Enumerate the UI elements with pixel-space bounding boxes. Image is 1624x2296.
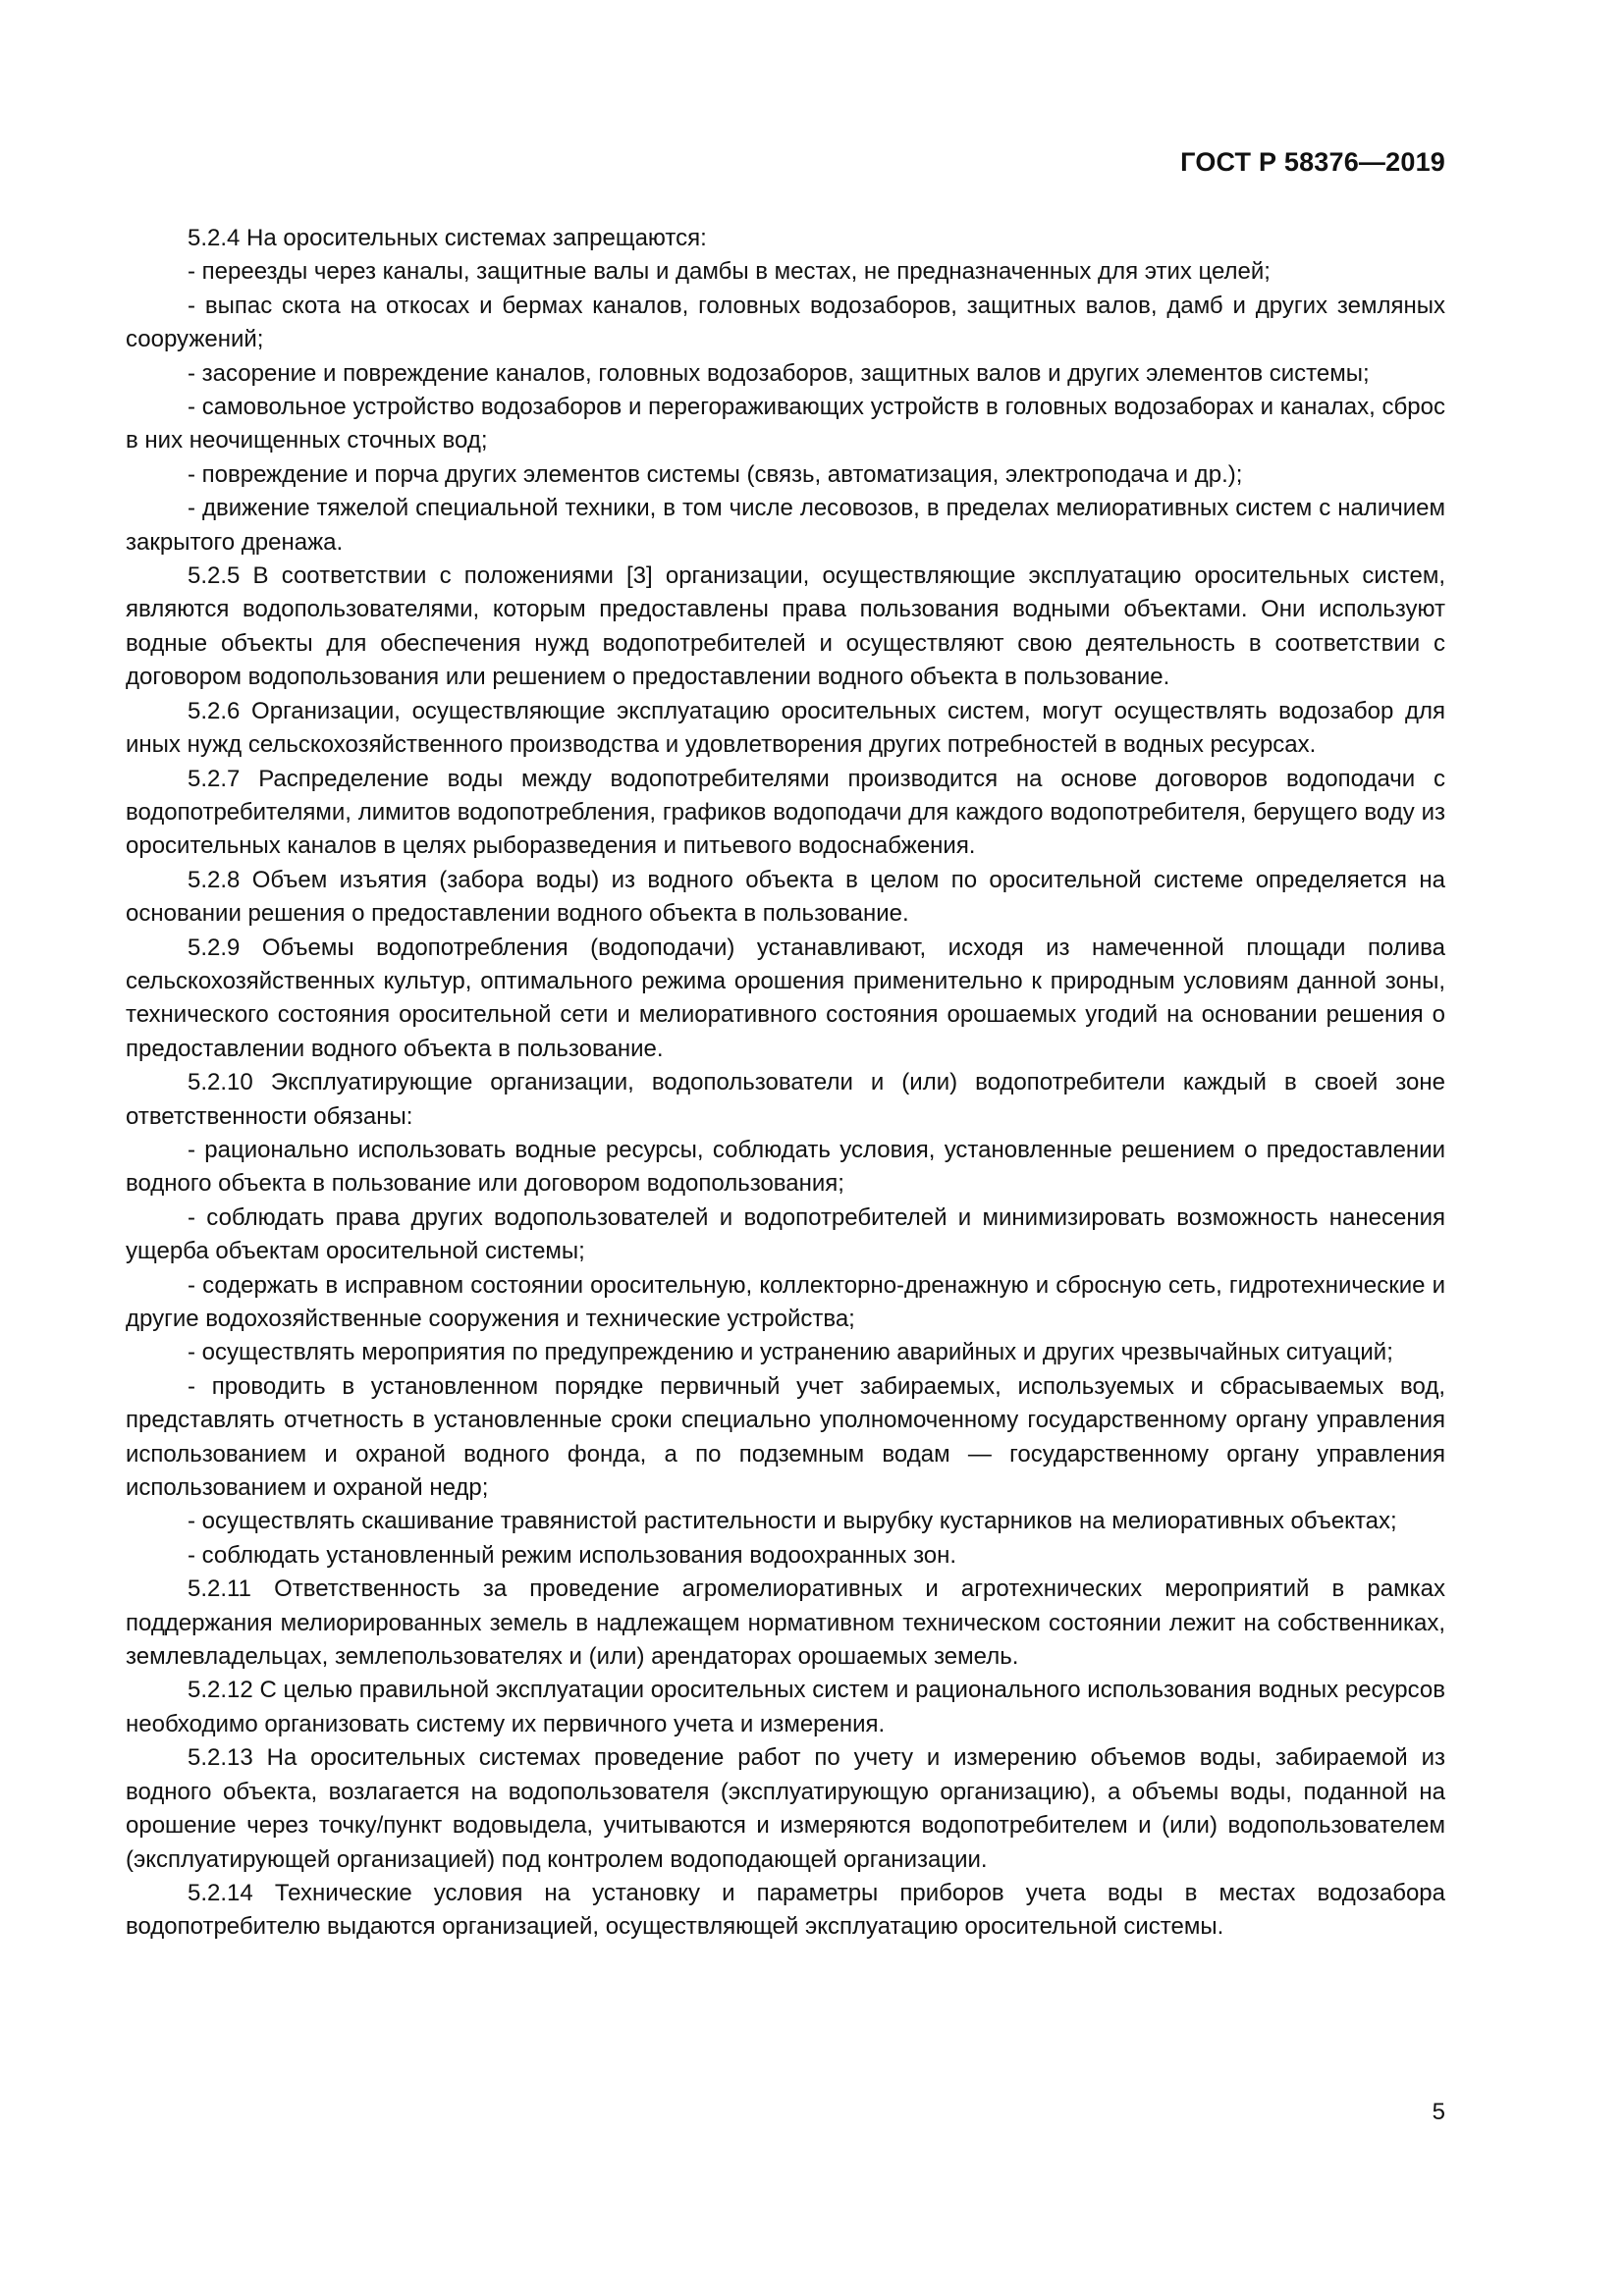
paragraph-5-2-7: 5.2.7 Распределение воды между водопотребителями производится на основе договоров водоподачи с водопотребителями, лимитов водопотребления, графиков водоподачи для каждого водопотребителя, берущего воду из оросительных каналов в целях рыборазведения и питьевого водоснабжения. <box>126 765 1445 860</box>
paragraph-5-2-8: 5.2.8 Объем изъятия (забора воды) из водного объекта в целом по оросительной системе определяется на основании решения о предоставлении водного объекта в пользование. <box>126 866 1445 928</box>
list-item: - самовольное устройство водозаборов и перегораживающих устройств в головных водозаборах и каналах, сброс в них неочищенных сточных вод; <box>126 394 1445 454</box>
paragraph-5-2-6: 5.2.6 Организации, осуществляющие эксплуатацию оросительных систем, могут осуществлять водозабор для иных нужд сельскохозяйственного производства и удовлетворения других потребностей в водных ресурсах. <box>126 697 1445 759</box>
paragraph-5-2-14: 5.2.14 Технические условия на установку и параметры приборов учета воды в местах водозабора водопотребителю выдаются организацией, осуществляющей эксплуатацию оросительной системы. <box>126 1879 1445 1941</box>
document-code-header: ГОСТ Р 58376—2019 <box>1180 147 1445 177</box>
paragraph-5-2-12: 5.2.12 С целью правильной эксплуатации оросительных систем и рационального использования водных ресурсов необходимо организовать систему их первичного учета и измерения. <box>126 1677 1445 1737</box>
list-item: - засорение и повреждение каналов, головных водозаборов, защитных валов и других элементов системы; <box>188 359 1370 387</box>
list-item: - рационально использовать водные ресурсы, соблюдать условия, установленные решением о предоставлении водного объекта в пользование или договором водопользования; <box>126 1136 1445 1198</box>
list-item: - содержать в исправном состоянии оросительную, коллекторно-дренажную и сбросную сеть, гидротехнические и другие водохозяйственные сооружения и технические устройства; <box>126 1271 1445 1332</box>
list-item: - выпас скота на откосах и бермах каналов, головных водозаборов, защитных валов, дамб и других земляных сооружений; <box>126 292 1445 353</box>
list-item: - повреждение и порча других элементов системы (связь, автоматизация, электроподача и др.); <box>188 460 1243 488</box>
paragraph-5-2-11: 5.2.11 Ответственность за проведение агромелиоративных и агротехнических мероприятий в рамках поддержания мелиорированных земель в надлежащем нормативном техническом состоянии лежит на собственниках, землевладельцах, землепользователях и (или) арендаторах орошаемых земель. <box>126 1575 1445 1671</box>
list-item: - осуществлять мероприятия по предупреждению и устранению аварийных и других чрезвычайных ситуаций; <box>188 1339 1393 1366</box>
list-item: - осуществлять скашивание травянистой растительности и вырубку кустарников на мелиоративных объектах; <box>188 1508 1397 1535</box>
paragraph-5-2-4: 5.2.4 На оросительных системах запрещаются: <box>188 225 707 251</box>
paragraph-5-2-5: 5.2.5 В соответствии с положениями [3] организации, осуществляющие эксплуатацию оросительных систем, являются водопользователями, которым предоставлены права пользования водными объектами. Они используют водные объекты для обеспечения нужд водопотребителей и осуществляют свою деятельность в соответствии с договором водопользования или решением о предоставлении водного объекта в пользование. <box>126 562 1445 691</box>
list-item: - соблюдать установленный режим использования водоохранных зон. <box>188 1541 957 1569</box>
paragraph-5-2-13: 5.2.13 На оросительных системах проведение работ по учету и измерению объемов воды, забираемой из водного объекта, возлагается на водопользователя (эксплуатирующую организацию), а объемы воды, поданной на орошение через точку/пункт водовыдела, учитываются и измеряются водопотребителем и (или) водопользователем (эксплуатирующей организацией) под контролем водоподающей организации. <box>126 1744 1445 1873</box>
list-item: - переезды через каналы, защитные валы и дамбы в местах, не предназначенных для этих целей; <box>188 258 1271 286</box>
list-item: - соблюдать права других водопользователей и водопотребителей и минимизировать возможность нанесения ущерба объектам оросительной системы; <box>126 1203 1445 1265</box>
page-number: 5 <box>1432 2099 1445 2125</box>
paragraph-5-2-10: 5.2.10 Эксплуатирующие организации, водопользователи и (или) водопотребители каждый в своей зоне ответственности обязаны: <box>126 1069 1445 1130</box>
list-item: - проводить в установленном порядке первичный учет забираемых, используемых и сбрасываемых вод, представлять отчетность в установленные сроки специально уполномоченному государственному органу управления использованием и охраной водного фонда, а по подземным водам — государственному органу управления использованием и охраной недр; <box>126 1372 1445 1502</box>
list-item: - движение тяжелой специальной техники, в том числе лесовозов, в пределах мелиоративных систем с наличием закрытого дренажа. <box>126 495 1445 556</box>
paragraph-5-2-9: 5.2.9 Объемы водопотребления (водоподачи) устанавливают, исходя из намеченной площади полива сельскохозяйственных культур, оптимального режима орошения применительно к природным условиям данной зоны, технического состояния оросительной сети и мелиоративного состояния орошаемых угодий на основании решения о предоставлении водного объекта в пользование. <box>126 934 1445 1062</box>
document-body <box>126 222 1445 1945</box>
